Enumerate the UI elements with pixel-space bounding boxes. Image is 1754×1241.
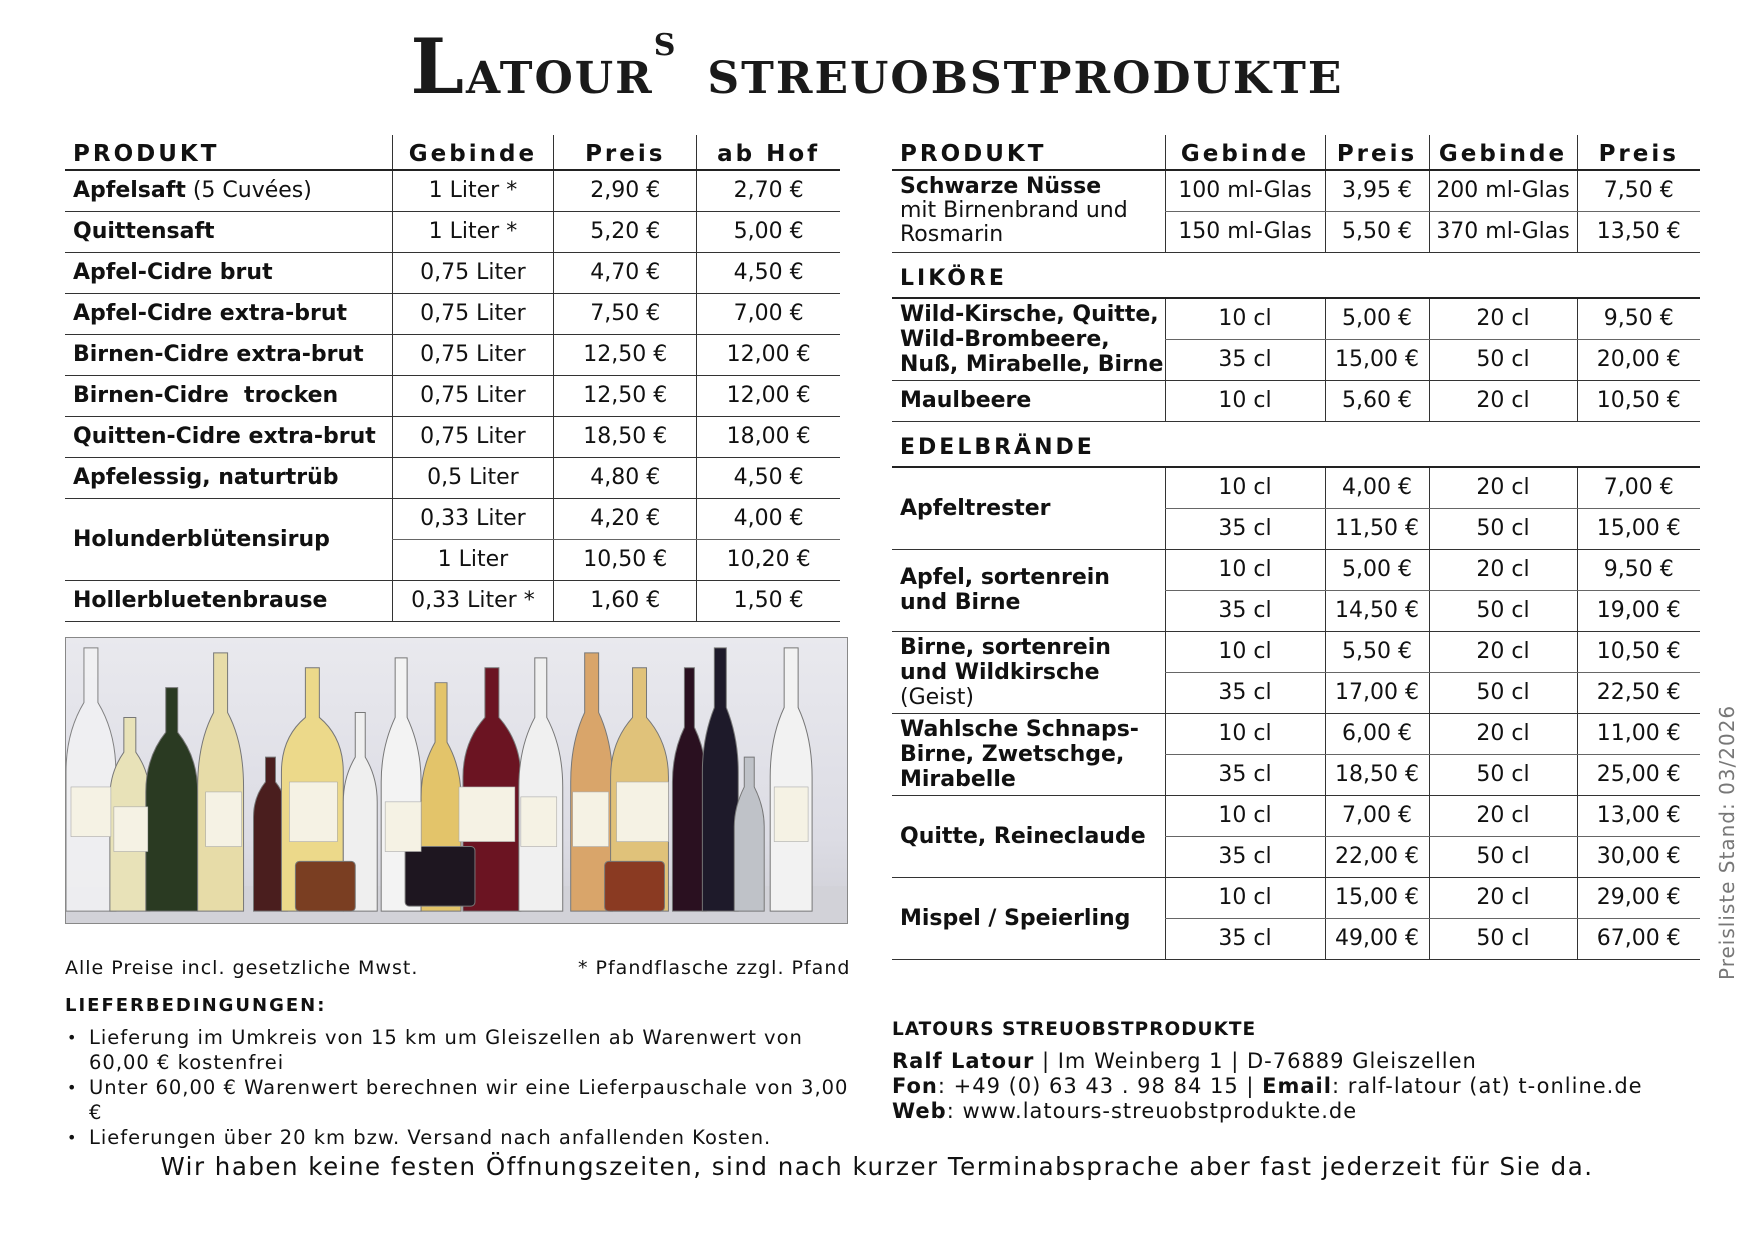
table-row [892,713,1700,754]
juice-cider-price-table [65,135,840,622]
size-cell: 0,75 Liter [392,416,554,457]
price-cell: 29,00 € [1577,877,1700,918]
size-cell: 10 cl [1165,549,1325,590]
price-cell: 19,00 € [1577,590,1700,631]
size-cell: 10 cl [1165,795,1325,836]
price-cell: 9,50 € [1577,549,1700,590]
size-cell: 10 cl [1165,631,1325,672]
header-price: Preis [554,135,697,170]
price-cell: 4,20 € [554,498,697,539]
table-row [65,211,840,252]
email-address: : ralf-latour (at) t-online.de [1331,1074,1643,1098]
product-name: Quittensaft [65,211,392,252]
company-name: LATOURS STREUOBSTPRODUKTE [892,1019,1257,1040]
price-cell: 30,00 € [1577,836,1700,877]
product-bottles-photo [65,637,848,924]
opening-hours-note: Wir haben keine festen Öffnungszeiten, sind nach kurzer Terminabsprache aber fast jederzeit für Sie da. [160,1152,1594,1181]
size-cell: 35 cl [1165,836,1325,877]
contact-block [892,1049,1643,1124]
price-cell: 15,00 € [1325,877,1429,918]
header-product: PRODUKT [892,135,1165,170]
price-cell: 6,00 € [1325,713,1429,754]
product-name: Schwarze Nüsse mit Birnenbrand und Rosmarin [892,170,1165,252]
price-cell: 17,00 € [1325,672,1429,713]
price-cell: 25,00 € [1577,754,1700,795]
size-cell: 0,5 Liter [392,457,554,498]
spirits-price-table [892,135,1700,960]
size-cell: 20 cl [1429,713,1577,754]
price-cell: 22,50 € [1577,672,1700,713]
table-row [65,580,840,621]
size-cell: 50 cl [1429,590,1577,631]
farm-price-cell: 4,50 € [697,457,840,498]
section-heading-likoere: LIKÖRE [892,252,1700,298]
size-cell: 50 cl [1429,754,1577,795]
size-cell: 20 cl [1429,380,1577,421]
size-cell: 50 cl [1429,672,1577,713]
size-cell: 10 cl [1165,713,1325,754]
list-item: • Lieferungen über 20 km bzw. Versand nach anfallenden Kosten. [65,1125,865,1150]
price-cell: 13,00 € [1577,795,1700,836]
farm-price-cell: 4,50 € [697,252,840,293]
farm-price-cell: 10,20 € [697,539,840,580]
price-cell: 11,50 € [1325,508,1429,549]
price-cell: 15,00 € [1577,508,1700,549]
size-cell: 1 Liter * [392,211,554,252]
table-row [892,467,1700,508]
size-cell: 50 cl [1429,508,1577,549]
size-cell: 10 cl [1165,467,1325,508]
product-name: Apfeltrester [892,467,1165,549]
header-size: Gebinde [392,135,554,170]
price-cell: 2,90 € [554,170,697,211]
email-label: Email [1262,1074,1332,1098]
size-cell: 50 cl [1429,836,1577,877]
price-cell: 4,00 € [1325,467,1429,508]
price-cell: 3,95 € [1325,170,1429,211]
bottles-illustration [66,638,847,923]
product-name: Birnen-Cidre extra-brut [65,334,392,375]
delivery-conditions-list [65,1025,865,1150]
price-cell: 5,50 € [1325,631,1429,672]
farm-price-cell: 12,00 € [697,334,840,375]
size-cell: 0,75 Liter [392,334,554,375]
price-cell: 10,50 € [554,539,697,580]
price-cell: 22,00 € [1325,836,1429,877]
size-cell: 150 ml-Glas [1165,211,1325,252]
table-row [892,549,1700,590]
header-size-small: Gebinde [1165,135,1325,170]
website-link[interactable]: : www.latours-streuobstprodukte.de [946,1099,1358,1123]
price-cell: 5,60 € [1325,380,1429,421]
table-row [65,375,840,416]
size-cell: 0,75 Liter [392,375,554,416]
price-list-date: Preisliste Stand: 03/2026 [1715,704,1739,980]
contact-person: Ralf Latour [892,1049,1035,1073]
size-cell: 10 cl [1165,877,1325,918]
table-row [892,795,1700,836]
size-cell: 1 Liter [392,539,554,580]
price-cell: 9,50 € [1577,298,1700,339]
header-farm-price: ab Hof [697,135,840,170]
header-size-large: Gebinde [1429,135,1577,170]
price-cell: 11,00 € [1577,713,1700,754]
product-name: Wahlsche Schnaps-Birne, Zwetschge, Mirabelle [892,713,1165,795]
vat-note: Alle Preise incl. gesetzliche Mwst. [65,957,419,979]
farm-price-cell: 18,00 € [697,416,840,457]
farm-price-cell: 4,00 € [697,498,840,539]
size-cell: 0,33 Liter [392,498,554,539]
size-cell: 370 ml-Glas [1429,211,1577,252]
size-cell: 10 cl [1165,380,1325,421]
list-item: • Lieferung im Umkreis von 15 km um Gleiszellen ab Warenwert von 60,00 € kostenfrei [65,1025,865,1075]
product-name: Apfel-Cidre extra-brut [65,293,392,334]
price-cell: 18,50 € [554,416,697,457]
header-price-large: Preis [1577,135,1700,170]
list-item: • Unter 60,00 € Warenwert berechnen wir eine Lieferpauschale von 3,00 € [65,1075,865,1125]
size-cell: 0,75 Liter [392,252,554,293]
product-name: Quitte, Reineclaude [892,795,1165,877]
size-cell: 0,75 Liter [392,293,554,334]
table-row [65,334,840,375]
header-product: PRODUKT [65,135,392,170]
price-cell: 10,50 € [1577,631,1700,672]
product-name: Hollerbluetenbrause [65,580,392,621]
size-cell: 35 cl [1165,508,1325,549]
price-cell: 18,50 € [1325,754,1429,795]
page-title: $LATOUR^SSTREUOBSTPRODUKTE$ [410,22,1344,111]
price-cell: 49,00 € [1325,918,1429,959]
size-cell: 35 cl [1165,339,1325,380]
product-name: Maulbeere [892,380,1165,421]
size-cell: 20 cl [1429,795,1577,836]
farm-price-cell: 2,70 € [697,170,840,211]
price-cell: 4,80 € [554,457,697,498]
table-row [892,170,1700,211]
price-cell: 13,50 € [1577,211,1700,252]
farm-price-cell: 7,00 € [697,293,840,334]
price-cell: 67,00 € [1577,918,1700,959]
size-cell: 10 cl [1165,298,1325,339]
price-cell: 7,50 € [1577,170,1700,211]
size-cell: 35 cl [1165,918,1325,959]
price-cell: 14,50 € [1325,590,1429,631]
section-heading-edelbraende: EDELBRÄNDE [892,421,1700,467]
table-row [65,416,840,457]
size-cell: 50 cl [1429,339,1577,380]
table-row [65,457,840,498]
size-cell: 20 cl [1429,549,1577,590]
table-row [65,252,840,293]
price-cell: 15,00 € [1325,339,1429,380]
farm-price-cell: 1,50 € [697,580,840,621]
table-row [892,877,1700,918]
price-cell: 5,00 € [1325,549,1429,590]
size-cell: 0,33 Liter * [392,580,554,621]
table-row [892,298,1700,339]
web-label: Web [892,1099,947,1123]
price-cell: 1,60 € [554,580,697,621]
price-cell: 7,00 € [1577,467,1700,508]
header-price-small: Preis [1325,135,1429,170]
product-name: Apfelsaft (5 Cuvées) [65,170,392,211]
product-name: Holunderblütensirup [65,498,392,580]
price-cell: 5,50 € [1325,211,1429,252]
price-cell: 12,50 € [554,375,697,416]
size-cell: 35 cl [1165,590,1325,631]
address: | Im Weinberg 1 | D-76889 Gleiszellen [1034,1049,1477,1073]
price-cell: 10,50 € [1577,380,1700,421]
product-name: Wild-Kirsche, Quitte, Wild-Brombeere, Nuß, Mirabelle, Birne [892,298,1165,380]
product-name: Apfel, sortenrein und Birne [892,549,1165,631]
size-cell: 20 cl [1429,877,1577,918]
table-row [65,293,840,334]
price-cell: 20,00 € [1577,339,1700,380]
phone-label: Fon [892,1074,938,1098]
product-name: Birne, sortenrein und Wildkirsche (Geist) [892,631,1165,713]
product-name: Apfel-Cidre brut [65,252,392,293]
delivery-heading: LIEFERBEDINGUNGEN: [65,995,327,1016]
table-row [892,380,1700,421]
deposit-note: * Pfandflasche zzgl. Pfand [578,957,851,979]
size-cell: 1 Liter * [392,170,554,211]
price-cell: 12,50 € [554,334,697,375]
product-name: Birnen-Cidre trocken [65,375,392,416]
size-cell: 20 cl [1429,467,1577,508]
size-cell: 35 cl [1165,754,1325,795]
size-cell: 100 ml-Glas [1165,170,1325,211]
product-name: Apfelessig, naturtrüb [65,457,392,498]
price-cell: 7,00 € [1325,795,1429,836]
farm-price-cell: 12,00 € [697,375,840,416]
size-cell: 35 cl [1165,672,1325,713]
phone-number: : +49 (0) 63 43 . 98 84 15 | [937,1074,1263,1098]
price-cell: 5,20 € [554,211,697,252]
size-cell: 50 cl [1429,918,1577,959]
product-name: Mispel / Speierling [892,877,1165,959]
table-row [65,170,840,211]
table-row [892,631,1700,672]
price-cell: 5,00 € [1325,298,1429,339]
product-name: Quitten-Cidre extra-brut [65,416,392,457]
price-cell: 7,50 € [554,293,697,334]
table-row [65,498,840,539]
farm-price-cell: 5,00 € [697,211,840,252]
size-cell: 200 ml-Glas [1429,170,1577,211]
size-cell: 20 cl [1429,298,1577,339]
price-cell: 4,70 € [554,252,697,293]
size-cell: 20 cl [1429,631,1577,672]
